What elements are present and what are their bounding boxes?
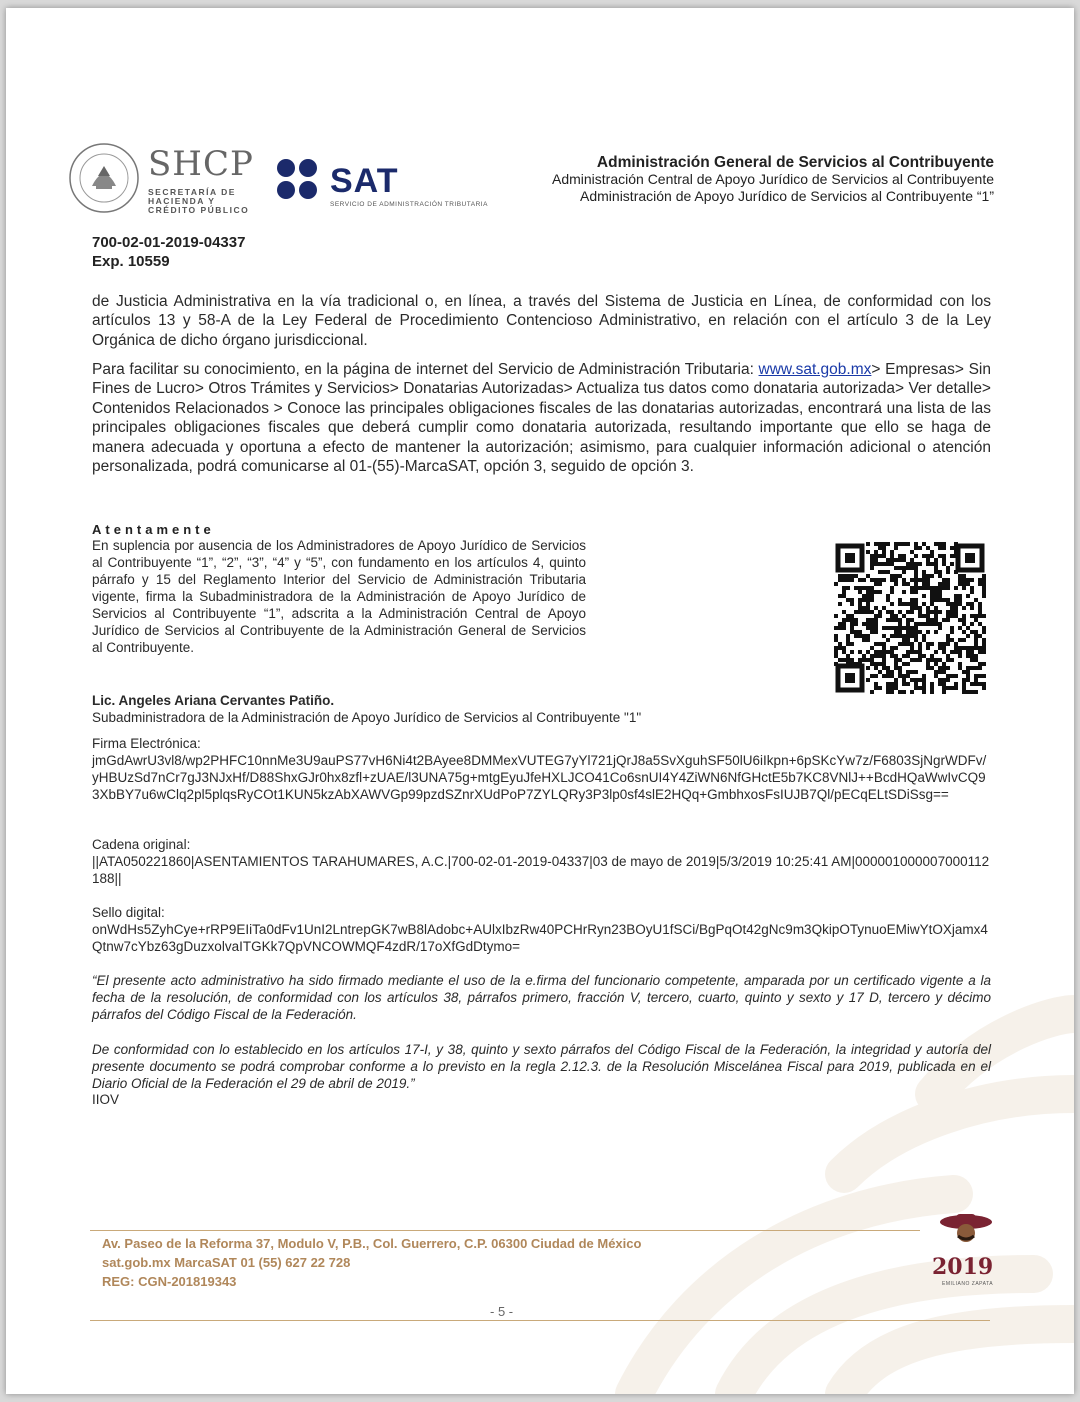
cadena-value: ||ATA050221860|ASENTAMIENTOS TARAHUMARES, A.C.|700-02-01-2019-04337|03 de mayo de 2019|5/3/2019 10:25:41 AM|00000100000700011218​8||: [92, 854, 990, 886]
shcp-subtitle: SECRETARÍA DE HACIENDA Y CRÉDITO PÚBLICO: [148, 187, 250, 215]
legal-note-2: De conformidad con lo establecido en los artículos 17-I, y 38, quinto y sexto párrafos del Código Fiscal de la Federación, la integridad y autoría del presente documento se podrá comprobar conforme a lo previsto en la regla 2.12.3. de la Resolución Miscelánea Fiscal para 2019, publicada en el Diario Oficial de la Federación el 29 de abril de 2019.”: [92, 1042, 991, 1091]
header-administration-block: [552, 154, 994, 205]
oficio-number: 700-02-01-2019-04337: [92, 234, 246, 251]
sat-website-link[interactable]: www.sat.gob.mx: [758, 361, 872, 378]
footer-contact-block: [102, 1234, 641, 1291]
firma-value: jmGdAwrU3vl8/wp2PHFC10nnMe3U9auPS77vH6Ni4t2BAyee8DMMexVUTEG7yYl721jQrJ8a5SvXguhSF50lU6iIkpn+6pSKcYw7z/F6803SjNgrWDFv/yHBUzSd7nCr7gJ3NJxHf/D88ShxGJr0hx8zfl+zUAE/l3UNA75g+mtgEyuJfeHXLJCO41Co6snUI4Y4ZiWN6NfGHctE5b7KC8VNlJ++BcdHQaWwIvCQ93XbBY7u6wClq2pl5plqsRyCOt1KUN5kzAbXAWVGp99pzdSZnrXUdPoP7ZYLQRy3P3lp0sf4slE2HQq+GmbhxosFsIUJB7Ql/pECqELtSDiSsg==: [92, 753, 987, 802]
year-logo-text: 2019: [932, 1254, 994, 1280]
footer-address: Av. Paseo de la Reforma 37, Modulo V, P.B., Col. Guerrero, C.P. 06300 Ciudad de México: [102, 1236, 642, 1251]
header-line-2: Administración Central de Apoyo Jurídico de Servicios al Contribuyente: [551, 171, 994, 187]
page-number: - 5 -: [490, 1304, 514, 1319]
header-line-3: Administración de Apoyo Jurídico de Servicios al Contribuyente “1”: [580, 188, 994, 204]
signer-name: Lic. Angeles Ariana Cervantes Patiño.: [92, 693, 335, 708]
paragraph-2-start: Para facilitar su conocimiento, en la página de internet del Servicio de Administración Tributaria:: [92, 361, 759, 378]
sat-logo-icon: [276, 158, 326, 208]
year-logo-caption: EMILIANO ZAPATA: [942, 1281, 994, 1287]
document-identifiers: [92, 233, 245, 271]
sat-logo-text: SAT: [330, 162, 399, 200]
footer-registration: REG: CGN-201819343: [102, 1274, 237, 1289]
shcp-logo-text: SHCP: [148, 144, 254, 184]
paragraph-2: [92, 360, 991, 476]
watermark-graphic: [514, 974, 1074, 1394]
cadena-original-block: [92, 836, 992, 887]
qr-code-icon: [834, 542, 986, 694]
zapata-portrait-icon: [936, 1208, 996, 1248]
legal-note-1: “El presente acto administrativo ha sido firmado mediante el uso de la e.firma del funcionario competente, amparada por un certificado vigente a la fecha de la resolución, de conformidad con los artículos 38, párrafos primero, fracción V, tercero, cuarto, quinto y sexto y 17 D, tercero y décimo párrafos del Código Fiscal de la Federación.: [92, 973, 991, 1022]
sello-digital-block: [92, 904, 992, 955]
document-page: [6, 8, 1074, 1394]
paragraph-2-end: > Empresas> Sin Fines de Lucro> Otros Trámites y Servicios> Donatarias Autorizadas> Actualiza tus datos como donataria autorizada> Ver detalle> Contenidos Relacionados > Conoce las principales obligaciones fiscales de las donatarias autorizadas, encontrará una lista de las principales obligaciones fiscales que deberá cumplir como donataria autorizada, resultando importante que ello se haga de manera adecuada y oportuna a efecto de mantener la autorización; asimismo, para cualquier información adicional o atención personalizada, podrá comunicarse al 01-(55)-MarcaSAT, opción 3, seguido de opción 3.: [92, 361, 991, 476]
firma-label: Firma Electrónica:: [92, 736, 201, 751]
paragraph-1: de Justicia Administrativa en la vía tradicional o, en línea, a través del Sistema de Justicia en Línea, de conformidad con los artículos 13 y 58-A de la Ley Federal de Procedimiento Contencioso Administrativo, en relación con el artículo 3 de la Ley Orgánica de dicho órgano jurisdiccional.: [92, 293, 991, 349]
signer-title: Subadministradora de la Administración de Apoyo Jurídico de Servicios al Contribuyente "1": [92, 710, 642, 725]
initials: IIOV: [92, 1092, 120, 1107]
suplencia-paragraph: En suplencia por ausencia de los Administradores de Apoyo Jurídico de Servicios al Contribuyente “1”, “2”, “3”, “4” y “5”, con fundamento en los artículos 4, quinto párrafo y 15 del Reglamento Interior del Servicio de Administración Tributaria vigente, firma la Subadministradora de la Administración de Apoyo Jurídico de Servicios al Contribuyente “1”, adscrita a la Administración Central de Apoyo Jurídico de Servicios al Contribuyente de la Administración General de Servicios al Contribuyente.: [92, 538, 586, 655]
header-line-1: Administración General de Servicios al Contribuyente: [596, 154, 994, 171]
signer-block: [92, 692, 641, 726]
expediente-number: Exp. 10559: [92, 253, 170, 270]
sat-subtitle: SERVICIO DE ADMINISTRACIÓN TRIBUTARIA: [330, 201, 488, 208]
footer-contact: sat.gob.mx MarcaSAT 01 (55) 627 22 728: [102, 1255, 351, 1270]
closing-heading: Atentamente: [92, 522, 215, 537]
footer-divider-top: [90, 1230, 920, 1231]
national-seal-icon: [68, 142, 140, 214]
sello-label: Sello digital:: [92, 905, 165, 920]
sello-value: onWdHs5ZyhCye+rRP9EIiTa0dFv1UnI2LntrepGK7wB8lAdobc+AUlxIbzRw40PCHrRyn23BOyU1fSCi/BgPqOt42gNc9m3QkipOTynuoEMiwYtOXjamx4Qtnw7cYbz63gDuzxolvaITGKk7QpVNCOWMQF4zdR/17oXfGdDtymo=: [92, 922, 988, 954]
firma-electronica-block: [92, 735, 992, 803]
footer-divider-bottom: [90, 1320, 990, 1321]
cadena-label: Cadena original:: [92, 837, 191, 852]
